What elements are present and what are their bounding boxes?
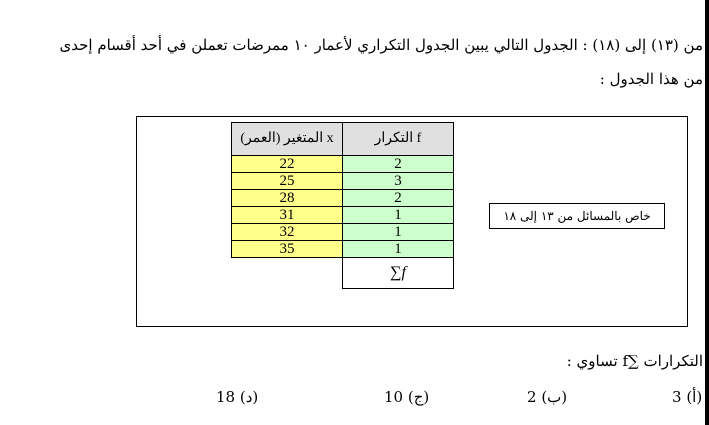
sum-cell: ∑f (343, 258, 454, 289)
freq-cell: 2 (343, 190, 454, 207)
frequency-table (231, 122, 454, 289)
freq-cell: 1 (343, 241, 454, 258)
freq-cell: 2 (343, 156, 454, 173)
age-cell: 22 (232, 156, 343, 173)
option-b[interactable]: (ب) 2 (527, 388, 568, 406)
table-row (232, 241, 454, 258)
blank-cell (232, 258, 343, 289)
option-c[interactable]: (ج) 10 (384, 388, 430, 406)
table-row (232, 207, 454, 224)
freq-cell: 3 (343, 173, 454, 190)
table-row (232, 224, 454, 241)
freq-cell: 1 (343, 207, 454, 224)
table-row (232, 173, 454, 190)
header-frequency: التكرار f (343, 123, 454, 156)
question-text: التكرارات ∑f تساوي : (566, 352, 703, 370)
table-row (232, 190, 454, 207)
age-cell: 35 (232, 241, 343, 258)
note-box: خاص بالمسائل من ١٣ إلى ١٨ (489, 203, 665, 229)
age-cell: 25 (232, 173, 343, 190)
age-cell: 28 (232, 190, 343, 207)
sum-row (232, 258, 454, 289)
intro-line-1: من (١٣) إلى (١٨) : الجدول التالي يبين الجدول التكراري لأعمار ١٠ ممرضات تعملن في أحد أقسام إحدى (59, 36, 703, 54)
table-row (232, 156, 454, 173)
age-cell: 31 (232, 207, 343, 224)
option-d[interactable]: (د) 18 (216, 388, 259, 406)
header-variable: المتغير (العمر) x (232, 123, 343, 156)
page-edge (705, 0, 709, 425)
option-a[interactable]: (أ) 3 (672, 388, 703, 406)
freq-cell: 1 (343, 224, 454, 241)
age-cell: 32 (232, 224, 343, 241)
intro-line-2: من هذا الجدول : (599, 70, 703, 88)
